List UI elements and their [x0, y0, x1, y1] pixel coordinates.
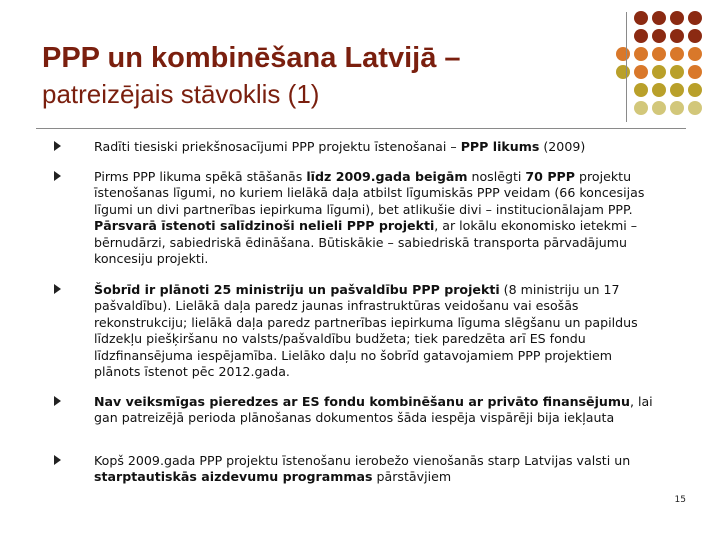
decorative-dot	[616, 65, 630, 79]
bullet-text	[94, 394, 662, 427]
arrow-bullet-icon	[54, 284, 61, 294]
decorative-dot	[652, 47, 666, 61]
decorative-dot	[652, 29, 666, 43]
title-divider	[36, 128, 686, 129]
arrow-bullet-icon	[54, 171, 61, 181]
slide-title-line-1: PPP un kombinēšana Latvijā –	[42, 42, 461, 74]
page-number: 15	[674, 495, 686, 505]
bullet-text	[94, 139, 662, 155]
bold-text-run: Šobrīd ir plānoti 25 ministriju un pašvaldību PPP projekti	[94, 282, 500, 297]
decorative-dot	[688, 65, 702, 79]
decorative-dot	[670, 65, 684, 79]
bold-text-run: Nav veiksmīgas pieredzes ar ES fondu kombinēšanu ar privāto finansējumu	[94, 394, 630, 409]
decorative-dot	[670, 47, 684, 61]
bold-text-run: Pārsvarā īstenoti salīdzinoši nelieli PPP projekti	[94, 218, 435, 234]
slide-title-line-2: patreizējais stāvoklis (1)	[42, 79, 320, 109]
decorative-dot	[634, 29, 648, 43]
bullet-text	[94, 453, 662, 486]
decorative-dot	[670, 11, 684, 25]
decorative-dot	[634, 11, 648, 25]
decorative-dot	[688, 83, 702, 97]
decorative-dot	[670, 29, 684, 43]
bullet-text	[94, 169, 662, 267]
decorative-dot	[688, 11, 702, 25]
bold-text-run: starptautiskās aizdevumu programmas	[94, 469, 373, 485]
arrow-bullet-icon	[54, 141, 61, 151]
text-run: projektu īstenošanas līgumi, no kuriem lielākā daļa atbilst līgumiskās PPP veidam (66 koncesijas līgumi un divi partnerības iepirkuma līgumi), bet atlikušie divi – institucionālajam PPP.	[94, 169, 645, 217]
decorative-dot	[652, 83, 666, 97]
text-run: , ar lokālu ekonomisko ietekmi – bērnudārzi, sabiedriskā ēdināšana. Būtiskākie – sabiedriskā transporta pārvadājumu koncesiju projekti.	[94, 218, 638, 267]
bold-text-run: PPP likums	[460, 139, 540, 154]
decorative-dot	[670, 101, 684, 115]
decorative-dot	[652, 11, 666, 25]
text-run: (2009)	[539, 139, 586, 154]
text-run: noslēgti	[467, 169, 526, 184]
text-run: Kopš 2009.gada PPP projektu īstenošanu ierobežo vienošanās starp Latvijas valsti un	[94, 453, 631, 468]
bold-text-run: 70 PPP	[525, 169, 576, 184]
text-run: Pirms PPP likuma spēkā stāšanās	[94, 169, 307, 184]
arrow-bullet-icon	[54, 455, 61, 465]
text-run: , lai gan patreizējā perioda plānošanas dokumentos šāda iespēja vispārēji bija iekļauta	[94, 394, 653, 426]
decorative-dot	[634, 65, 648, 79]
decorative-dot	[688, 47, 702, 61]
text-run: Radīti tiesiski priekšnosacījumi PPP projektu īstenošanai –	[94, 139, 461, 154]
decorative-dot	[616, 47, 630, 61]
decorative-dot	[670, 83, 684, 97]
decorative-dot-grid	[0, 0, 720, 130]
text-run: pārstāvjiem	[372, 469, 452, 485]
decorative-vertical-line	[626, 12, 627, 122]
text-run: (8 ministriju un 17 pašvaldību). Lielākā daļa paredz jaunas infrastruktūras veidošanu vai esošās rekonstrukciju; lielākā daļa paredz partnerības iepirkuma līguma slēgšanu un papildus līdzekļu piešķiršanu no valsts/pašvaldību budžeta; tiek paredzēta arī ES fondu līdzfinansējuma iespējamība. Lielāko daļu no šobrīd gatavojamiem PPP projektiem plānots īstenot pēc 2012.gada.	[94, 282, 638, 380]
bold-text-run: līdz 2009.gada beigām	[306, 169, 468, 184]
decorative-dot	[688, 101, 702, 115]
decorative-dot	[652, 65, 666, 79]
decorative-dot	[652, 101, 666, 115]
decorative-dot	[634, 101, 648, 115]
decorative-dot	[634, 83, 648, 97]
decorative-dot	[688, 29, 702, 43]
decorative-dot	[634, 47, 648, 61]
bullet-text	[94, 282, 662, 380]
arrow-bullet-icon	[54, 396, 61, 406]
